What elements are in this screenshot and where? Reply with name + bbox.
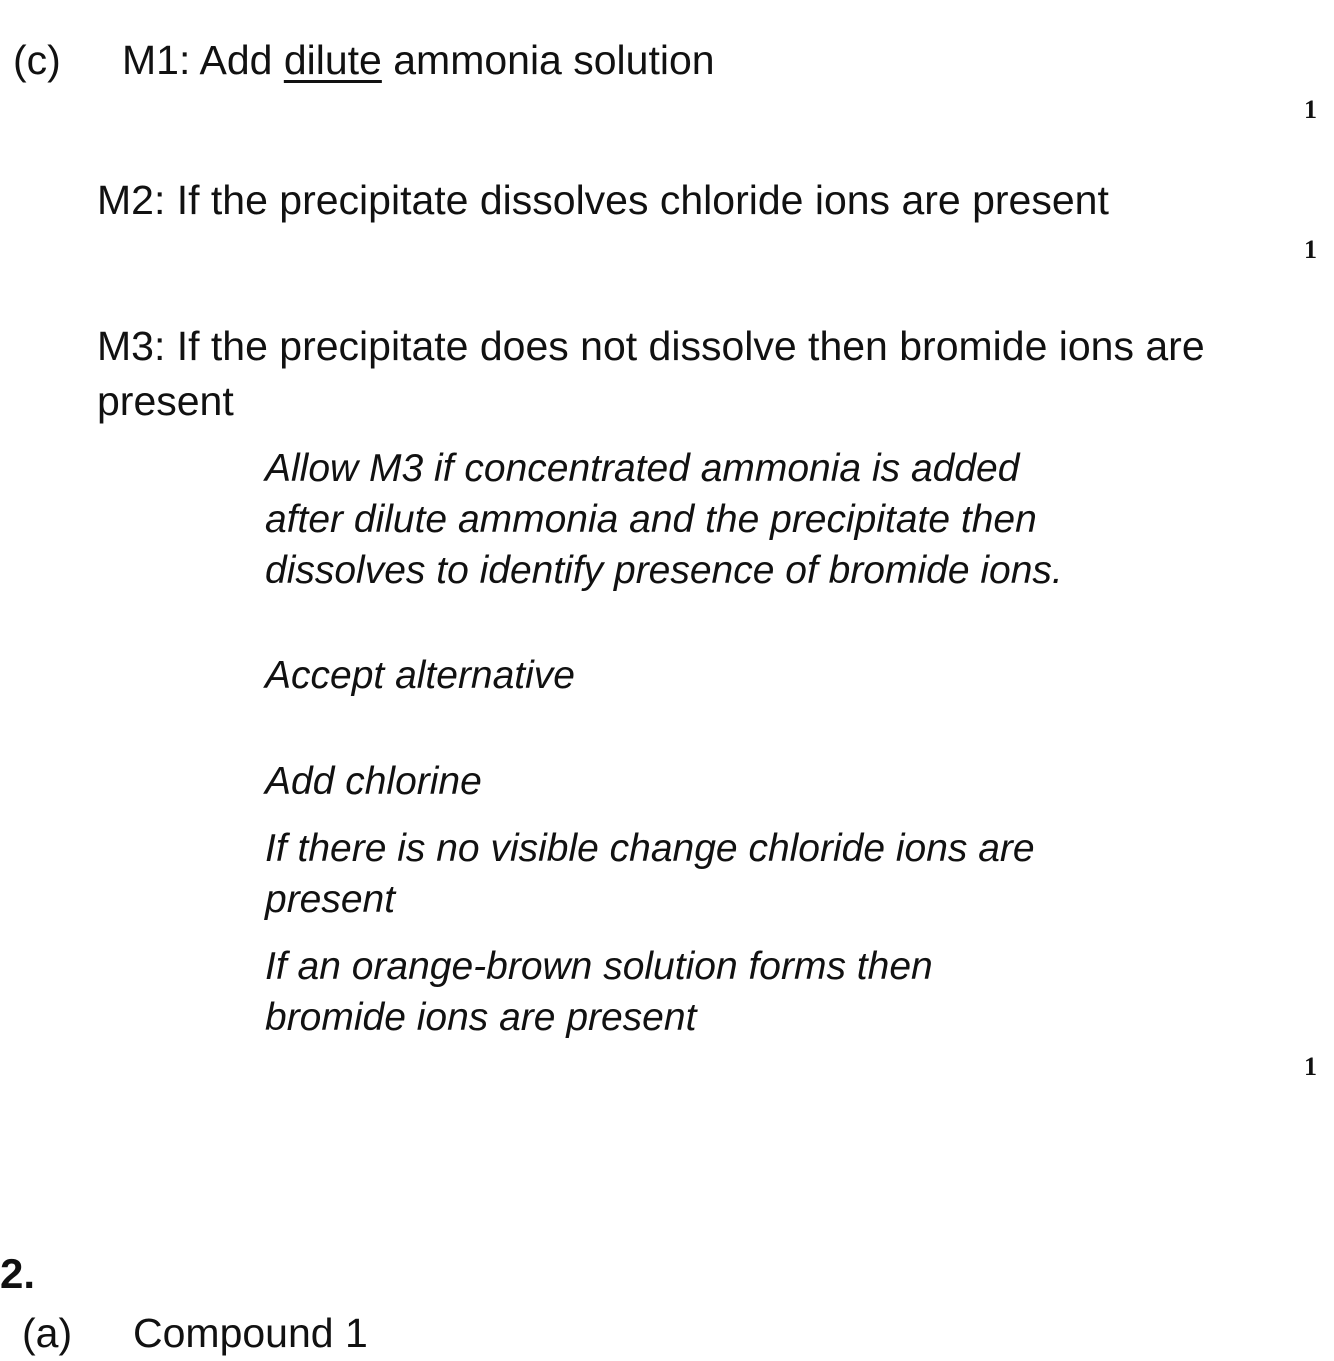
note-orange-line1: If an orange-brown solution forms then — [265, 945, 933, 988]
m1-text — [122, 32, 715, 88]
note-accept: Accept alternative — [265, 654, 576, 697]
part-label: (c) — [13, 37, 61, 83]
note-no-change-line2: present — [265, 878, 396, 921]
note-allow-line1: Allow M3 if concentrated ammonia is added — [265, 447, 1020, 490]
m2-mark: 1 — [1304, 235, 1317, 264]
m3-text-line1: M3: If the precipitate does not dissolve then bromide ions are — [97, 323, 1205, 369]
m1-mark: 1 — [1304, 95, 1317, 124]
m3-text-line2: present — [97, 378, 234, 424]
question-number: 2. — [0, 1250, 36, 1297]
note-add-chlorine: Add chlorine — [265, 760, 482, 803]
next-part-text: Compound 1 — [133, 1310, 368, 1356]
note-allow-line3: dissolves to identify presence of bromide ions. — [265, 549, 1063, 592]
note-allow-line2: after dilute ammonia and the precipitate then — [265, 498, 1037, 541]
note-orange-line2: bromide ions are present — [265, 996, 697, 1039]
m1-prefix: M1: Add — [122, 37, 284, 83]
note-no-change-line1: If there is no visible change chloride ions are — [265, 827, 1035, 870]
m3-mark: 1 — [1304, 1052, 1317, 1081]
m2-text: M2: If the precipitate dissolves chloride ions are present — [97, 177, 1109, 223]
next-part-label: (a) — [22, 1310, 73, 1356]
m1-suffix: ammonia solution — [381, 37, 715, 83]
m1-emphasis: dilute — [283, 37, 382, 83]
